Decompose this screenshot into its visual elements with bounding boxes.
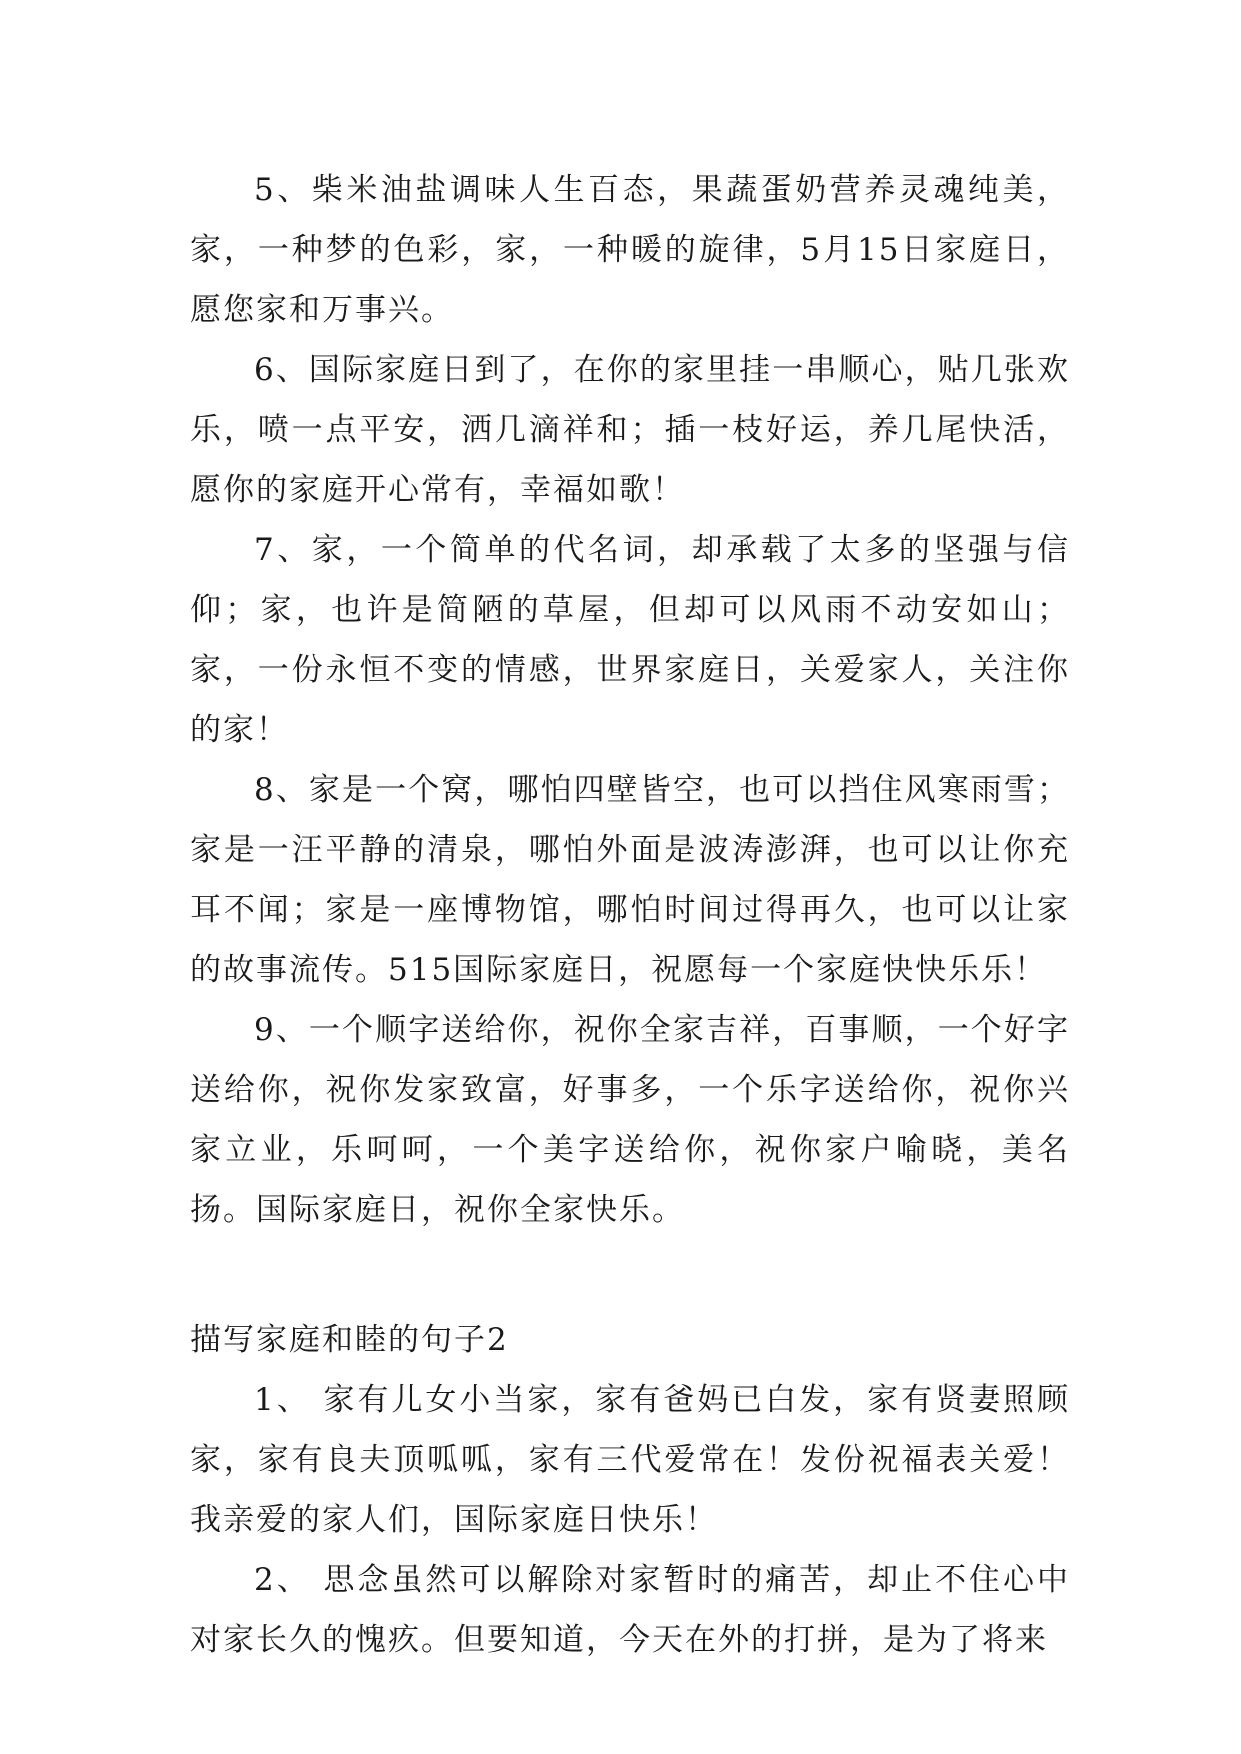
- paragraph-5: 5、柴米油盐调味人生百态，果蔬蛋奶营养灵魂纯美，家，一种梦的色彩，家，一种暖的旋律，5月15日家庭日，愿您家和万事兴。: [190, 172, 1070, 328]
- paragraph-6: 6、国际家庭日到了，在你的家里挂一串顺心，贴几张欢乐，喷一点平安，洒几滴祥和；插一枝好运，养几尾快活，愿你的家庭开心常有，幸福如歌！: [190, 352, 1070, 508]
- paragraph-1: 1、 家有儿女小当家，家有爸妈已白发，家有贤妻照顾家，家有良夫顶呱呱，家有三代爱常在！发份祝福表关爱！我亲爱的家人们，国际家庭日快乐！: [190, 1382, 1070, 1538]
- paragraph-7: 7、家，一个简单的代名词，却承载了太多的坚强与信仰；家，也许是简陋的草屋，但却可以风雨不动安如山；家，一份永恒不变的情感，世界家庭日，关爱家人，关注你的家！: [190, 532, 1070, 748]
- paragraph-9: 9、一个顺字送给你，祝你全家吉祥，百事顺，一个好字送给你，祝你发家致富，好事多，一个乐字送给你，祝你兴家立业，乐呵呵，一个美字送给你，祝你家户喻晓，美名扬。国际家庭日，祝你全家快乐。: [190, 1012, 1070, 1228]
- document-page: [190, 160, 1070, 1670]
- paragraph-8: 8、家是一个窝，哪怕四壁皆空，也可以挡住风寒雨雪；家是一汪平静的清泉，哪怕外面是波涛澎湃，也可以让你充耳不闻；家是一座博物馆，哪怕时间过得再久，也可以让家的故事流传。515国际家庭日，祝愿每一个家庭快快乐乐！: [190, 772, 1070, 988]
- section-heading: 描写家庭和睦的句子2: [190, 1322, 509, 1358]
- paragraph-2: 2、 思念虽然可以解除对家暂时的痛苦，却止不住心中对家长久的愧疚。但要知道，今天在外的打拼，是为了将来: [190, 1562, 1070, 1658]
